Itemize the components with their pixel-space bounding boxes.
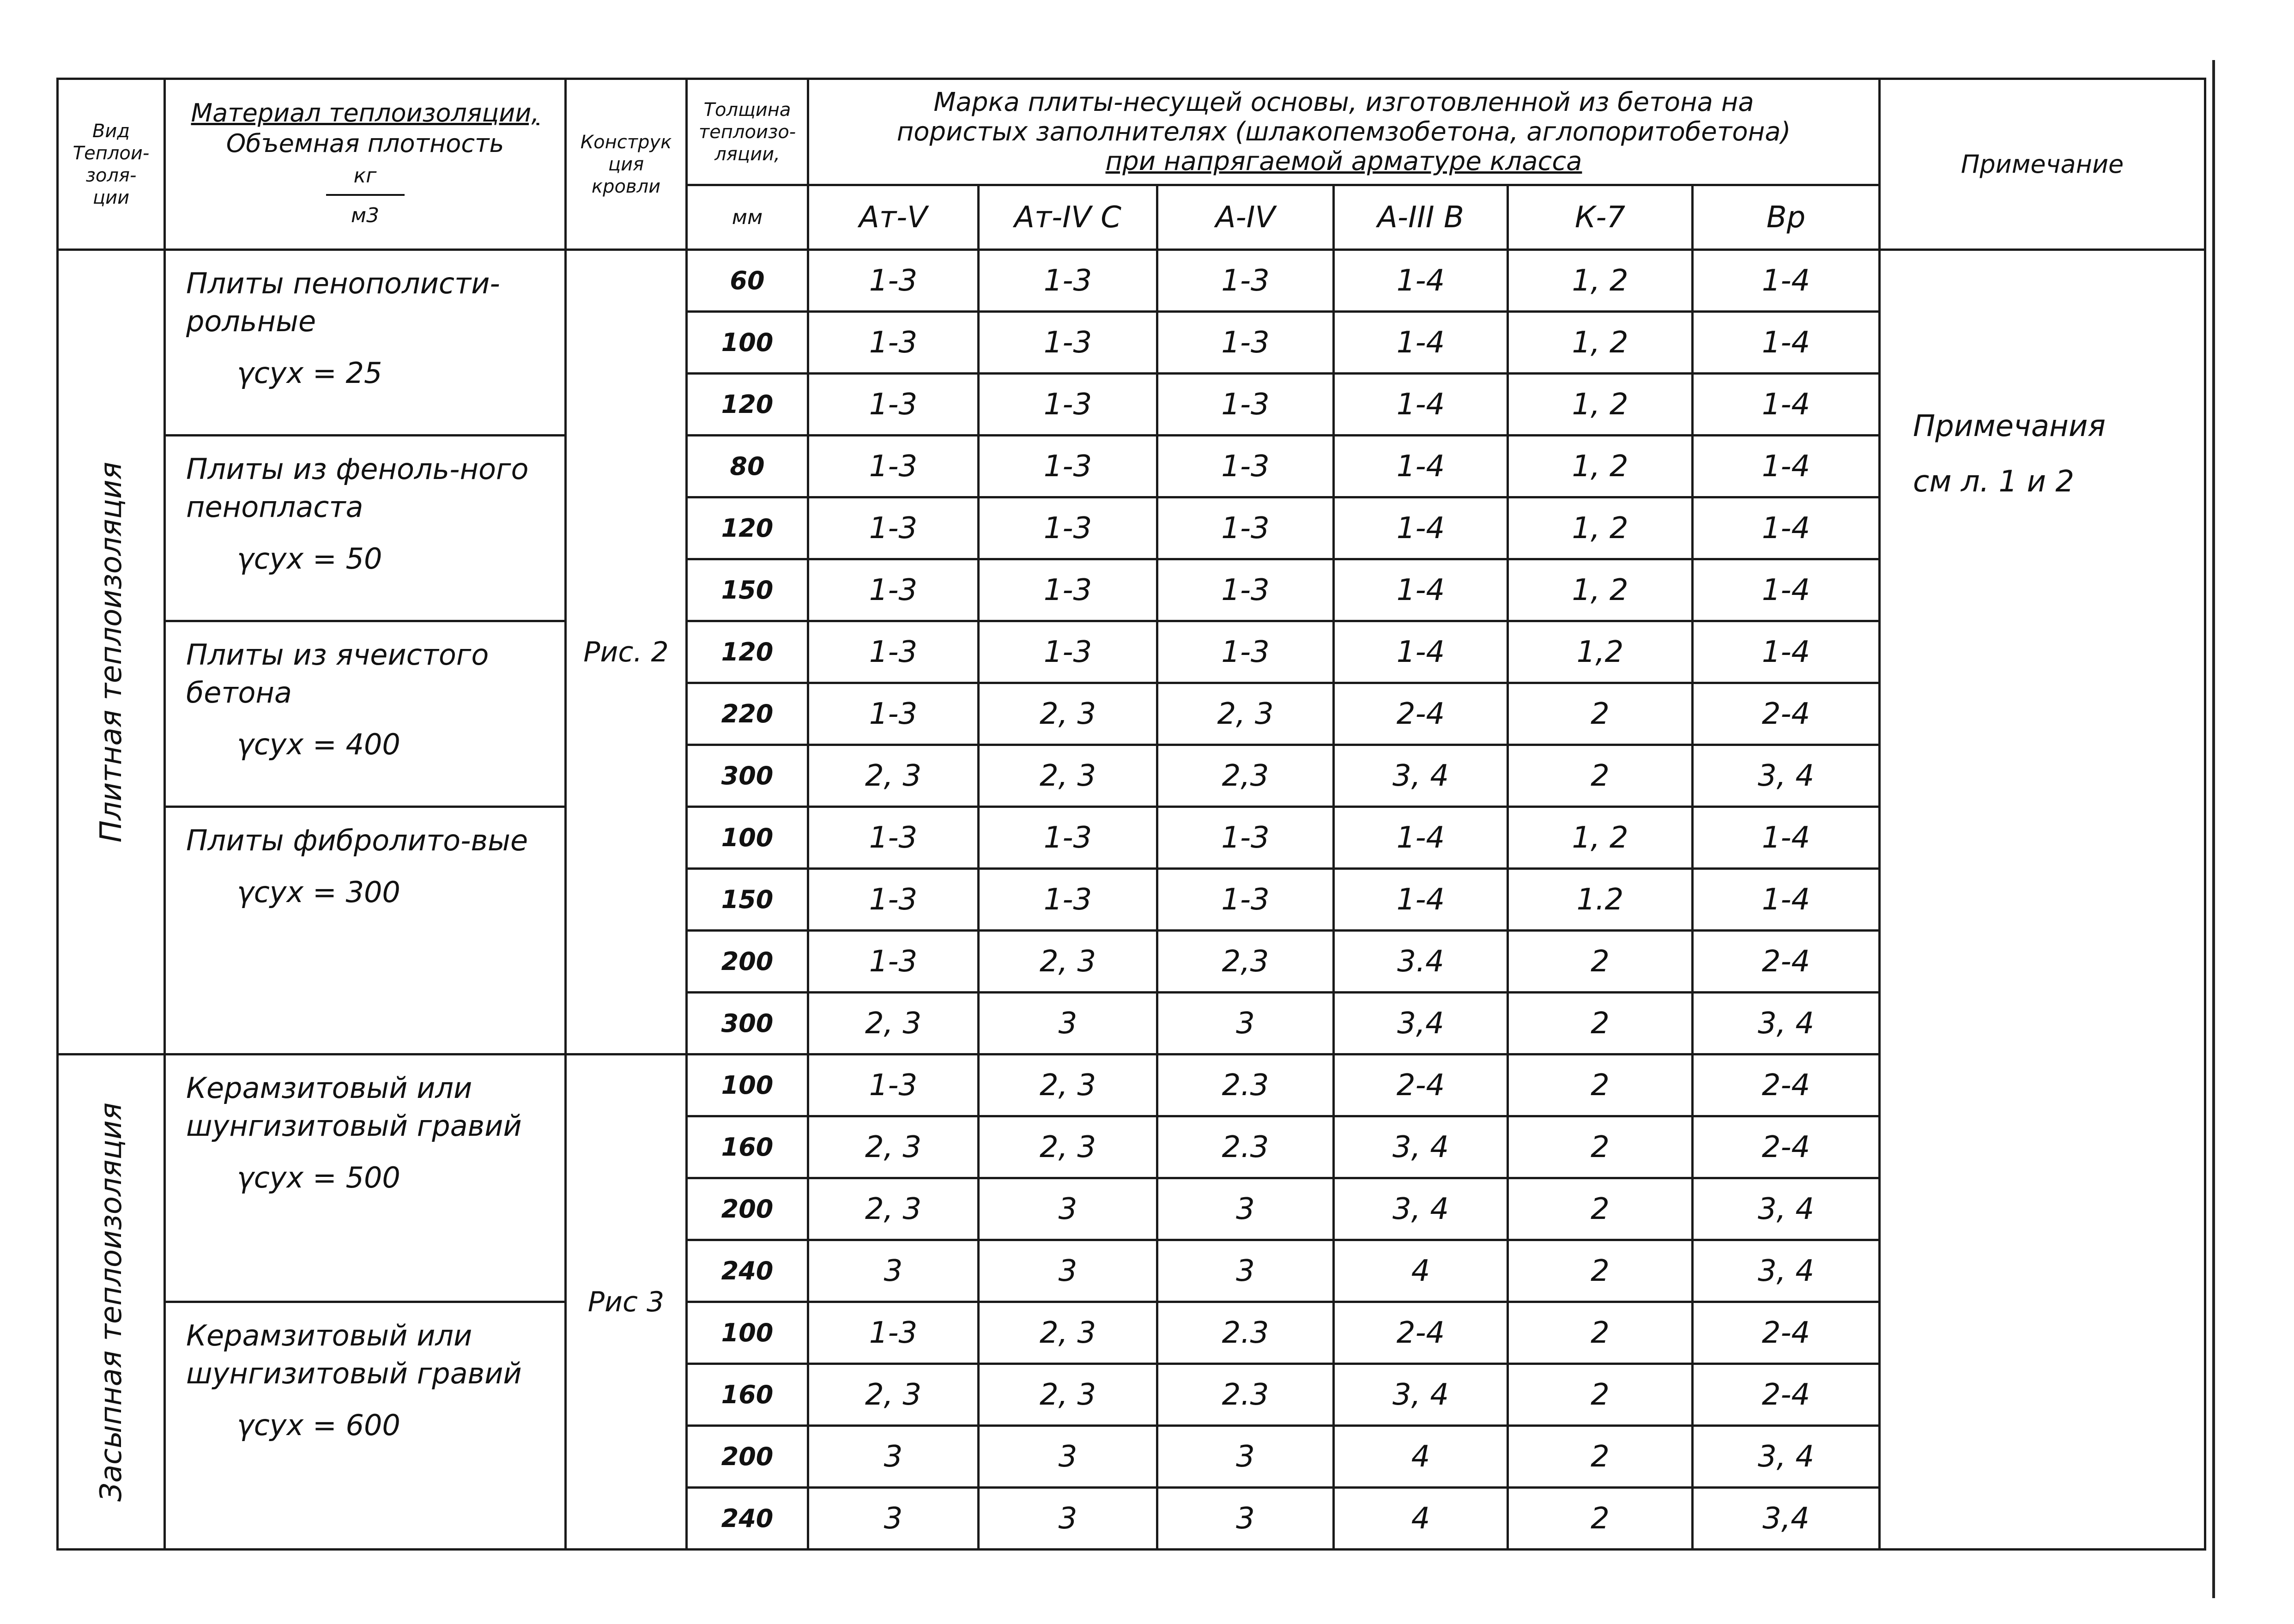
slab-brand-value: 3 [979, 1426, 1157, 1488]
slab-brand-value: 1, 2 [1508, 497, 1693, 559]
slab-brand-value: 2 [1508, 931, 1693, 993]
class-label: А-IV [1157, 185, 1334, 250]
slab-brand-value: 3, 4 [1334, 1364, 1508, 1426]
slab-brand-value: 1-4 [1693, 497, 1880, 559]
material-cell [165, 1302, 566, 1550]
slab-brand-value: 2 [1508, 1426, 1693, 1488]
roof-construction-ref: Рис 3 [566, 1054, 687, 1550]
slab-brand-value: 3,4 [1693, 1488, 1880, 1550]
slab-brand-value: 4 [1334, 1426, 1508, 1488]
slab-brand-value: 3, 4 [1693, 745, 1880, 807]
slab-brand-value: 3, 4 [1334, 1116, 1508, 1178]
thickness-value: 120 [687, 621, 808, 683]
slab-brand-value: 1, 2 [1508, 250, 1693, 312]
thickness-value: 240 [687, 1240, 808, 1302]
slab-brand-value: 2, 3 [808, 745, 979, 807]
insulation-type-label: Засыпная теплоизоляция [94, 1102, 128, 1502]
slab-brand-value: 1,2 [1508, 621, 1693, 683]
slab-brand-value: 1-4 [1693, 312, 1880, 374]
header-type-cell: Вид Теплои- золя- ции [58, 79, 165, 250]
insulation-table [56, 78, 2206, 1551]
material-density: γсух = 500 [237, 1161, 400, 1194]
fraction-line [326, 194, 405, 196]
slab-brand-value: 1-4 [1334, 250, 1508, 312]
slab-brand-value: 1-3 [808, 869, 979, 931]
material-name: Плиты из феноль-ного пенопласта [186, 452, 529, 524]
slab-brand-value: 3, 4 [1693, 1426, 1880, 1488]
thickness-value: 160 [687, 1364, 808, 1426]
header-row-top [58, 79, 2205, 185]
slab-brand-value: 3,4 [1334, 993, 1508, 1054]
slab-brand-value: 1-3 [1157, 497, 1334, 559]
slab-brand-value: 1-3 [808, 621, 979, 683]
slab-brand-value: 2 [1508, 1240, 1693, 1302]
slab-brand-value: 3, 4 [1693, 1240, 1880, 1302]
slab-brand-value: 2 [1508, 1302, 1693, 1364]
material-name: Керамзитовый или шунгизитовый гравий [186, 1071, 522, 1143]
thickness-value: 120 [687, 374, 808, 436]
slab-brand-value: 2, 3 [808, 1116, 979, 1178]
slab-brand-value: 1-3 [808, 497, 979, 559]
slab-brand-value: 2, 3 [1157, 683, 1334, 745]
material-density: γсух = 300 [237, 875, 400, 909]
slab-brand-value: 3 [1157, 1488, 1334, 1550]
slab-brand-value: 2-4 [1693, 931, 1880, 993]
material-cell [165, 621, 566, 807]
material-name: Керамзитовый или шунгизитовый гравий [186, 1319, 522, 1390]
slab-brand-value: 1-4 [1693, 807, 1880, 869]
slab-brand-value: 2-4 [1334, 1054, 1508, 1116]
slab-brand-value: 3, 4 [1334, 1178, 1508, 1240]
material-density: γсух = 25 [237, 356, 382, 390]
material-name: Плиты пенополисти-рольные [186, 267, 500, 338]
insulation-type-cell [58, 250, 165, 1054]
slab-brand-value: 1-3 [808, 559, 979, 621]
thickness-value: 150 [687, 559, 808, 621]
slab-brand-value: 3 [979, 993, 1157, 1054]
header-material-cell: Материал теплоизоляции, Объемная плотность кг м3 [165, 79, 566, 250]
slab-brand-value: 2-4 [1334, 683, 1508, 745]
material-cell [165, 250, 566, 436]
slab-brand-value: 2-4 [1693, 1054, 1880, 1116]
slab-brand-value: 1-3 [808, 807, 979, 869]
slab-brand-value: 1-4 [1334, 807, 1508, 869]
header-thickness-cell: Толщина теплоизо- ляции, [687, 79, 808, 185]
slab-brand-value: 1-3 [979, 621, 1157, 683]
thickness-value: 160 [687, 1116, 808, 1178]
slab-brand-value: 3 [1157, 1178, 1334, 1240]
slab-brand-value: 1-4 [1334, 869, 1508, 931]
slab-brand-value: 2 [1508, 1054, 1693, 1116]
slab-brand-value: 3 [1157, 1240, 1334, 1302]
slab-brand-value: 3.4 [1334, 931, 1508, 993]
slab-brand-value: 1-3 [979, 374, 1157, 436]
slab-brand-value: 1-4 [1693, 621, 1880, 683]
slab-brand-value: 1-4 [1334, 312, 1508, 374]
slab-brand-value: 2, 3 [979, 1116, 1157, 1178]
slab-brand-value: 1-3 [1157, 869, 1334, 931]
material-cell [165, 807, 566, 1054]
slab-brand-value: 1-3 [979, 436, 1157, 497]
slab-brand-value: 3 [979, 1488, 1157, 1550]
slab-brand-value: 2, 3 [979, 1054, 1157, 1116]
slab-brand-value: 2.3 [1157, 1054, 1334, 1116]
note-reference: см л. 1 и 2 [1913, 465, 2075, 499]
roof-construction-ref: Рис. 2 [566, 250, 687, 1054]
class-label: К-7 [1508, 185, 1693, 250]
note-title: Примечания [1913, 409, 2106, 443]
slab-brand-value: 2,3 [1157, 931, 1334, 993]
thickness-value: 200 [687, 1426, 808, 1488]
slab-brand-value: 2-4 [1693, 1364, 1880, 1426]
thickness-value: 80 [687, 436, 808, 497]
thickness-value: 300 [687, 993, 808, 1054]
slab-brand-value: 2, 3 [979, 1364, 1157, 1426]
slab-brand-value: 1-3 [808, 436, 979, 497]
slab-brand-value: 1-4 [1693, 250, 1880, 312]
material-density: γсух = 50 [237, 542, 382, 576]
slab-brand-value: 1-3 [979, 869, 1157, 931]
slab-brand-value: 3 [979, 1240, 1157, 1302]
slab-brand-value: 1-3 [979, 807, 1157, 869]
slab-brand-value: 3, 4 [1334, 745, 1508, 807]
slab-brand-value: 4 [1334, 1240, 1508, 1302]
thickness-value: 240 [687, 1488, 808, 1550]
insulation-type-cell [58, 1054, 165, 1550]
class-label: Вр [1693, 185, 1880, 250]
slab-brand-value: 1, 2 [1508, 807, 1693, 869]
slab-brand-value: 4 [1334, 1488, 1508, 1550]
thickness-value: 150 [687, 869, 808, 931]
slab-brand-value: 2-4 [1693, 1116, 1880, 1178]
class-label: Ат-IV С [979, 185, 1157, 250]
thickness-value: 200 [687, 1178, 808, 1240]
slab-brand-value: 3 [808, 1488, 979, 1550]
slab-brand-value: 1-3 [979, 497, 1157, 559]
slab-brand-value: 2.3 [1157, 1302, 1334, 1364]
slab-brand-value: 1-4 [1693, 559, 1880, 621]
slab-brand-value: 2, 3 [808, 1364, 979, 1426]
slab-brand-value: 2 [1508, 993, 1693, 1054]
slab-brand-value: 2, 3 [979, 931, 1157, 993]
class-label: А-III В [1334, 185, 1508, 250]
slab-brand-value: 2.3 [1157, 1116, 1334, 1178]
header-note-cell: Примечание [1880, 79, 2205, 250]
slab-brand-value: 2,3 [1157, 745, 1334, 807]
header-construction-cell: Конструк ция кровли [566, 79, 687, 250]
slab-brand-value: 1-4 [1334, 559, 1508, 621]
slab-brand-value: 2, 3 [979, 745, 1157, 807]
thickness-value: 60 [687, 250, 808, 312]
slab-brand-value: 1-4 [1693, 869, 1880, 931]
slab-brand-value: 2 [1508, 745, 1693, 807]
slab-brand-value: 1, 2 [1508, 436, 1693, 497]
slab-brand-value: 1-3 [979, 312, 1157, 374]
slab-brand-value: 1-3 [1157, 312, 1334, 374]
slab-brand-value: 1-3 [979, 559, 1157, 621]
slab-brand-value: 2, 3 [808, 1178, 979, 1240]
slab-brand-value: 1, 2 [1508, 559, 1693, 621]
material-cell [165, 436, 566, 621]
thickness-value: 100 [687, 312, 808, 374]
slab-brand-value: 1-3 [1157, 250, 1334, 312]
slab-brand-value: 1-3 [808, 250, 979, 312]
thickness-value: 100 [687, 1302, 808, 1364]
slab-brand-value: 1, 2 [1508, 374, 1693, 436]
slab-brand-value: 3 [808, 1240, 979, 1302]
slab-brand-value: 1-3 [1157, 807, 1334, 869]
slab-brand-value: 1-3 [1157, 559, 1334, 621]
slab-brand-value: 2 [1508, 1116, 1693, 1178]
slab-brand-value: 3 [1157, 993, 1334, 1054]
slab-brand-value: 1-4 [1334, 621, 1508, 683]
thickness-value: 220 [687, 683, 808, 745]
material-cell [165, 1054, 566, 1302]
slab-brand-value: 1-4 [1334, 374, 1508, 436]
slab-brand-value: 1-3 [979, 250, 1157, 312]
slab-brand-value: 1-4 [1693, 436, 1880, 497]
slab-brand-value: 2 [1508, 1178, 1693, 1240]
slab-brand-value: 3, 4 [1693, 1178, 1880, 1240]
slab-brand-value: 2, 3 [808, 993, 979, 1054]
slab-brand-value: 1-4 [1693, 374, 1880, 436]
material-name: Плиты из ячеистого бетона [186, 638, 489, 709]
slab-brand-value: 2 [1508, 683, 1693, 745]
material-density: γсух = 400 [237, 727, 400, 761]
slab-brand-value: 2-4 [1693, 1302, 1880, 1364]
slab-brand-value: 1-3 [808, 374, 979, 436]
slab-brand-value: 1-3 [808, 312, 979, 374]
header-brand-cell: Марка плиты-несущей основы, изготовленной из бетона на пористых заполнителях (шлакопемзобетона, аглопоритобетона) при напрягаемой арматуре класса [808, 79, 1880, 185]
slab-brand-value: 1-3 [808, 1302, 979, 1364]
page-border-line [2212, 60, 2215, 1598]
slab-brand-value: 1-4 [1334, 497, 1508, 559]
slab-brand-value: 3, 4 [1693, 993, 1880, 1054]
slab-brand-value: 1-3 [808, 931, 979, 993]
slab-brand-value: 1-3 [808, 1054, 979, 1116]
slab-brand-value: 2.3 [1157, 1364, 1334, 1426]
slab-brand-value: 2, 3 [979, 1302, 1157, 1364]
thickness-value: 100 [687, 807, 808, 869]
table-row [58, 250, 2205, 312]
slab-brand-value: 1.2 [1508, 869, 1693, 931]
class-label: Ат-V [808, 185, 979, 250]
note-cell [1880, 250, 2205, 1550]
thickness-value: 200 [687, 931, 808, 993]
slab-brand-value: 1, 2 [1508, 312, 1693, 374]
slab-brand-value: 2 [1508, 1364, 1693, 1426]
material-name: Плиты фибролито-вые [186, 824, 528, 857]
slab-brand-value: 1-3 [1157, 374, 1334, 436]
slab-brand-value: 2-4 [1334, 1302, 1508, 1364]
header-thickness-unit: мм [687, 185, 808, 250]
slab-brand-value: 2-4 [1693, 683, 1880, 745]
slab-brand-value: 3 [979, 1178, 1157, 1240]
slab-brand-value: 1-3 [1157, 436, 1334, 497]
thickness-value: 300 [687, 745, 808, 807]
thickness-value: 120 [687, 497, 808, 559]
slab-brand-value: 2, 3 [979, 683, 1157, 745]
slab-brand-value: 2 [1508, 1488, 1693, 1550]
thickness-value: 100 [687, 1054, 808, 1116]
slab-brand-value: 1-3 [808, 683, 979, 745]
slab-brand-value: 3 [1157, 1426, 1334, 1488]
slab-brand-value: 1-4 [1334, 436, 1508, 497]
slab-brand-value: 3 [808, 1426, 979, 1488]
material-density: γсух = 600 [237, 1408, 400, 1442]
slab-brand-value: 1-3 [1157, 621, 1334, 683]
insulation-type-label: Плитная теплоизоляция [94, 461, 128, 842]
